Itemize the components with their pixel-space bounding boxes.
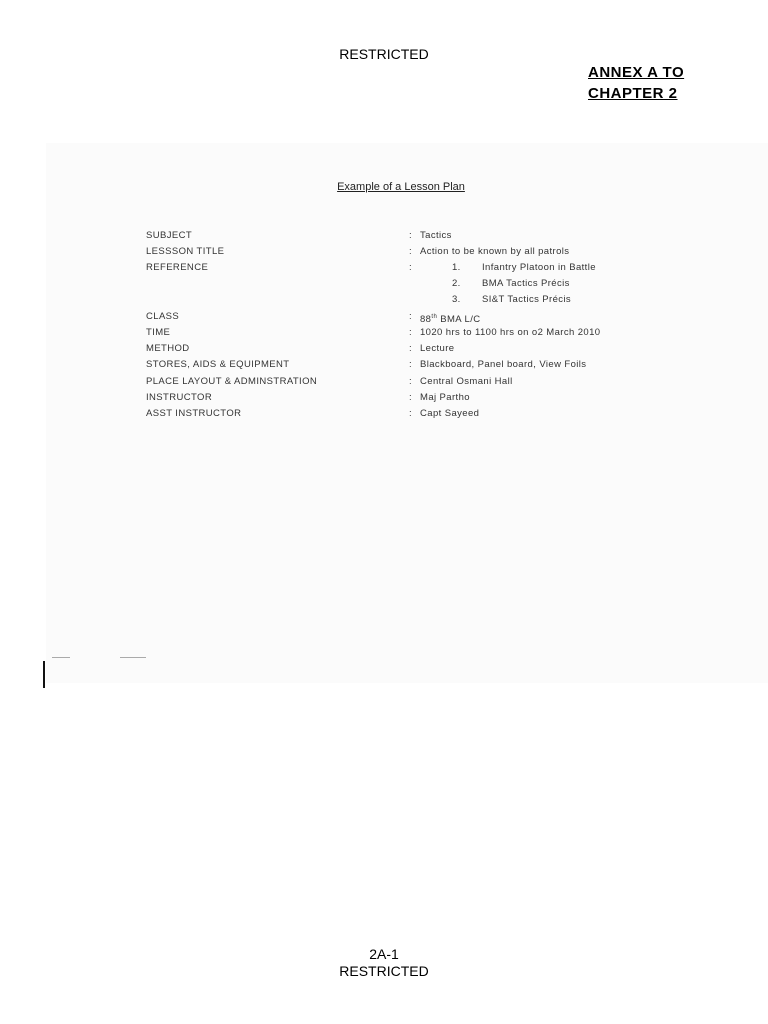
- row-colon: :: [409, 376, 413, 387]
- row-label: SUBJECT: [146, 230, 193, 241]
- reference-text: SI&T Tactics Précis: [482, 294, 572, 305]
- scan-artifact-dash: [52, 657, 70, 658]
- row-value: Central Osmani Hall: [420, 376, 513, 387]
- row-colon: :: [409, 392, 413, 403]
- reference-num: 1.: [452, 262, 461, 273]
- scanned-lesson-plan: [46, 143, 768, 683]
- row-value: Tactics: [420, 230, 452, 241]
- class-ordinal: th: [431, 314, 438, 320]
- row-value: [420, 310, 481, 327]
- row-label: ASST INSTRUCTOR: [146, 408, 242, 419]
- row-colon: :: [409, 230, 413, 241]
- row-colon: :: [409, 246, 413, 257]
- annex-line-1: ANNEX A TO: [588, 64, 685, 81]
- row-label: METHOD: [146, 343, 190, 354]
- row-label: TIME: [146, 327, 171, 338]
- row-value: 1020 hrs to 1100 hrs on o2 March 2010: [420, 327, 601, 338]
- header-classification: RESTRICTED: [339, 46, 429, 62]
- row-label: REFERENCE: [146, 262, 209, 273]
- row-value: Capt Sayeed: [420, 408, 480, 419]
- class-name: BMA L/C: [440, 314, 481, 326]
- row-label: CLASS: [146, 311, 180, 322]
- class-number: 88: [420, 314, 432, 326]
- row-label: STORES, AIDS & EQUIPMENT: [146, 359, 290, 370]
- row-colon: :: [409, 327, 413, 338]
- annex-heading: [588, 62, 684, 104]
- row-colon: :: [409, 262, 413, 273]
- page-number: 2A-1: [369, 946, 399, 962]
- row-colon: :: [409, 359, 413, 370]
- row-value: Action to be known by all patrols: [420, 246, 570, 257]
- row-colon: :: [409, 343, 413, 354]
- reference-text: Infantry Platoon in Battle: [482, 262, 596, 273]
- scan-artifact-dash: [120, 657, 146, 658]
- row-label: LESSSON TITLE: [146, 246, 225, 257]
- footer-classification: RESTRICTED: [339, 963, 429, 979]
- row-label: INSTRUCTOR: [146, 392, 213, 403]
- row-value: Blackboard, Panel board, View Foils: [420, 359, 587, 370]
- reference-num: 3.: [452, 294, 461, 305]
- reference-text: BMA Tactics Précis: [482, 278, 570, 289]
- lesson-plan-title: Example of a Lesson Plan: [337, 181, 465, 193]
- annex-line-2: CHAPTER 2: [588, 85, 678, 102]
- row-colon: :: [409, 408, 413, 419]
- row-label: PLACE LAYOUT & ADMINSTRATION: [146, 376, 318, 387]
- reference-num: 2.: [452, 278, 461, 289]
- row-value: Maj Partho: [420, 392, 470, 403]
- footer: [0, 946, 768, 980]
- change-bar-mark: [43, 661, 45, 688]
- row-colon: :: [409, 311, 413, 322]
- row-value: Lecture: [420, 343, 455, 354]
